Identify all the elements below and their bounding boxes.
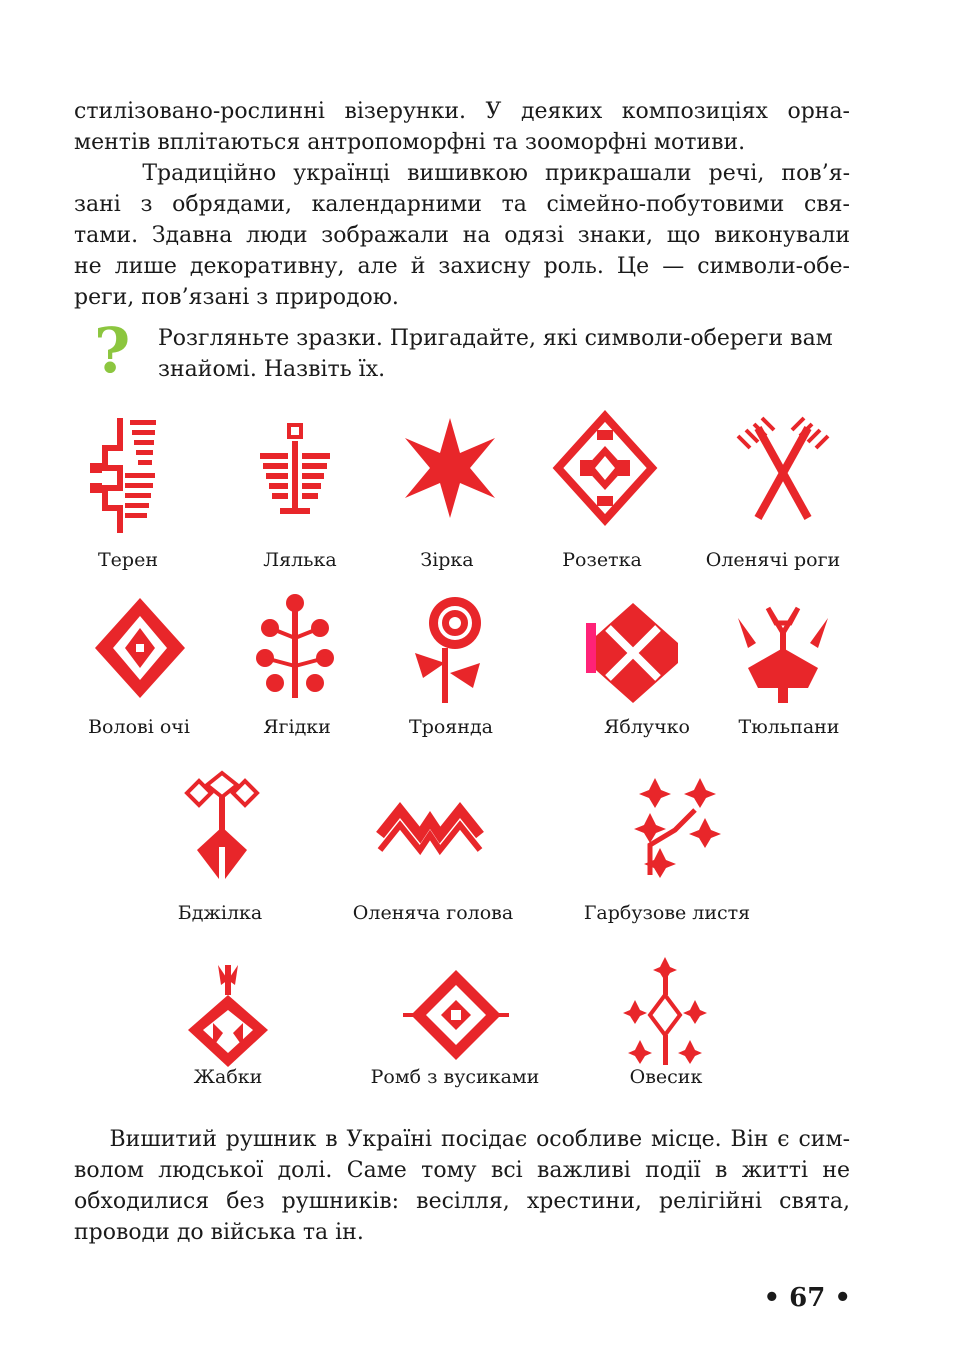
- text-line: Вишитий рушник в Україні посідає особливе місце. Він є сим-: [74, 1127, 850, 1152]
- motif-caption: Розетка: [562, 549, 642, 571]
- text-line: тами. Здавна люди зображали на одязі знаки, що виконували: [74, 223, 850, 248]
- motif-caption: Оленячі роги: [705, 549, 841, 571]
- motif-caption: Ромб з вусиками: [370, 1066, 540, 1088]
- paragraph-towel: [74, 1124, 850, 1248]
- berries-icon: [240, 588, 350, 718]
- rose-icon: [395, 588, 505, 718]
- deer-antlers-icon: [728, 408, 838, 538]
- pumpkin-leaves-icon: [620, 765, 730, 895]
- motif-caption: Гарбузове листя: [583, 902, 751, 924]
- motif-caption: Тюльпани: [738, 716, 840, 738]
- ox-eyes-icon: [85, 588, 195, 718]
- motif-caption: Оленяча голова: [352, 902, 514, 924]
- motif-caption: Ягідки: [263, 716, 331, 738]
- motif-caption: Терен: [98, 549, 158, 571]
- text-line: Традиційно українці вишивкою прикрашали речі, пов’я-: [74, 161, 850, 186]
- motif-caption: Волові очі: [88, 716, 190, 738]
- text-line: обходилися без рушників: весілля, хрестини, релігійні свята,: [74, 1189, 850, 1214]
- apple-icon: [578, 588, 688, 718]
- text-line: Розгляньте зразки. Пригадайте, які символи-обереги вам: [158, 326, 833, 351]
- question-mark-icon: ?: [94, 314, 131, 387]
- bee-icon: [167, 765, 277, 895]
- motif-caption: Яблучко: [604, 716, 690, 738]
- text-line: зані з обрядами, календарними та сімейно-побутовими свя-: [74, 192, 850, 217]
- paragraph-tradition: [74, 158, 850, 313]
- motif-caption: Лялька: [263, 549, 337, 571]
- question-text: [158, 323, 852, 385]
- tulips-icon: [728, 588, 838, 718]
- motif-caption: Бджілка: [177, 902, 263, 924]
- rosette-icon: [550, 408, 660, 538]
- motif-caption: Жабки: [193, 1066, 263, 1088]
- text-line: волом людської долі. Саме тому всі важливі події в житті не: [74, 1158, 850, 1183]
- motif-caption: Зірка: [420, 549, 474, 571]
- text-line: знайомі. Назвіть їх.: [158, 357, 386, 382]
- doll-icon: [240, 408, 350, 538]
- page-number: • 67 •: [763, 1283, 851, 1313]
- text-line: не лише декоративну, але й захисну роль. Це — символи-обе-: [74, 254, 850, 279]
- star-icon: [395, 408, 505, 538]
- deer-head-icon: [375, 765, 485, 895]
- text-line: стилізовано-рослинні візерунки. У деяких композиціях орна-: [74, 99, 850, 124]
- text-line: реги, пов’язані з природою.: [74, 285, 399, 310]
- paragraph-top: [74, 96, 850, 158]
- motif-caption: Троянда: [409, 716, 493, 738]
- motif-caption: Овесик: [629, 1066, 703, 1088]
- thorn-icon: [85, 408, 195, 538]
- text-line: проводи до війська та ін.: [74, 1220, 364, 1245]
- text-line: ментів вплітаються антропоморфні та зооморфні мотиви.: [74, 130, 746, 155]
